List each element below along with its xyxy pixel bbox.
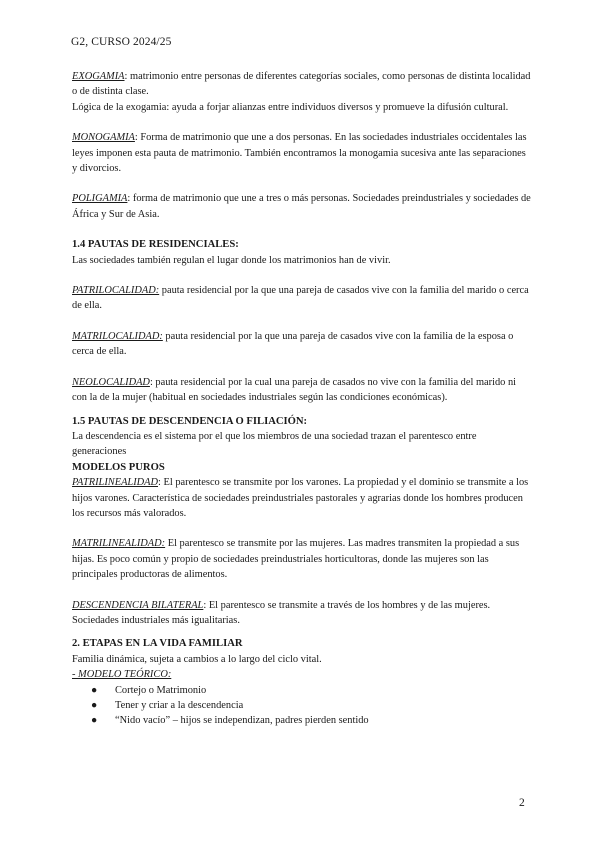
page-header: G2, CURSO 2024/25 — [71, 36, 172, 48]
residencia-heading: 1.4 PAUTAS DE RESIDENCIALES: — [72, 239, 239, 251]
document-body — [72, 69, 532, 729]
page-number: 2 — [519, 797, 525, 809]
exogamia-logic: Lógica de la exogamia: ayuda a forjar alianzas entre individuos diversos y promueve la difusión cultural. — [72, 101, 509, 113]
modelos-puros-heading: MODELOS PUROS — [72, 461, 165, 473]
exogamia-term: EXOGAMIA — [72, 71, 125, 82]
list-item: ● “Nido vacío” – hijos se independizan, padres pierden sentido — [91, 713, 532, 728]
bilateral-text: : El parentesco se transmite a través de los hombres y de las mujeres. Sociedades industriales más igualitarias. — [72, 599, 491, 626]
poligamia-text: : forma de matrimonio que une a tres o más personas. Sociedades preindustriales y sociedades de África y Sur de Asia. — [72, 193, 531, 220]
neolocalidad-term: NEOLOCALIDAD — [72, 376, 150, 388]
exogamia-text: : matrimonio entre personas de diferentes categorías sociales, como personas de distinta localidad o de distinta clase. — [72, 71, 531, 98]
bilateral-definition — [72, 598, 532, 629]
matrilinealidad-text: El parentesco se transmite por las mujeres. Las madres transmiten la propiedad a sus hijas. Es poco común y propio de sociedades preindustriales horticultoras, donde las mujeres son las principales productoras de alimentos. — [72, 538, 520, 581]
poligamia-definition — [72, 191, 532, 222]
matrilinealidad-term: MATRILINEALIDAD: — [72, 538, 166, 550]
poligamia-term: POLIGAMIA — [72, 193, 128, 205]
descendencia-heading: 1.5 PAUTAS DE DESCENDENCIA O FILIACIÓN: — [72, 415, 308, 427]
patrilinealidad-term: PATRILINEALIDAD — [72, 477, 159, 489]
patrilocalidad-text: pauta residencial por la que una pareja de casados vive con la familia del marido o cerca de ella. — [72, 285, 529, 312]
etapas-heading: 2. ETAPAS EN LA VIDA FAMILIAR — [72, 638, 243, 650]
patrilocalidad-term: PATRILOCALIDAD: — [72, 285, 160, 297]
monogamia-definition — [72, 130, 532, 176]
matrilocalidad-definition — [72, 329, 532, 360]
modelo-teorico-label: - MODELO TEÓRICO: — [72, 669, 172, 681]
patrilinealidad-definition — [72, 475, 532, 521]
bullet-icon: ● — [91, 684, 98, 696]
list-item: ● Tener y criar a la descendencia — [91, 698, 532, 713]
bilateral-term: DESCENDENCIA BILATERAL — [72, 599, 204, 611]
etapas-intro: Familia dinámica, sujeta a cambios a lo largo del ciclo vital. — [72, 653, 322, 665]
neolocalidad-definition — [72, 375, 532, 406]
matrilocalidad-term: MATRILOCALIDAD: — [72, 330, 163, 342]
patrilinealidad-text: : El parentesco se transmite por los varones. La propiedad y el dominio se transmite a los hijos varones. Característica de sociedades preindustriales pastorales y agrarias donde los hombres producen los recursos más valorados. — [72, 477, 529, 519]
matrilinealidad-definition — [72, 536, 532, 582]
monogamia-text: : Forma de matrimonio que une a dos personas. En las sociedades industriales occidentales las leyes imponen esta pauta de matrimonio. También encontramos la monogamia sucesiva ante las separaciones y divorcios. — [72, 132, 527, 175]
monogamia-term: MONOGAMIA — [72, 132, 135, 144]
residencia-intro: Las sociedades también regulan el lugar donde los matrimonios han de vivir. — [72, 254, 391, 266]
exogamia-definition — [72, 69, 532, 100]
patrilocalidad-definition — [72, 283, 532, 314]
descendencia-intro: La descendencia es el sistema por el que los miembros de una sociedad trazan el parentesco entre generaciones — [72, 430, 477, 458]
bullet-icon: ● — [91, 700, 98, 711]
list-item: ● Cortejo o Matrimonio — [91, 683, 532, 698]
etapas-list — [72, 683, 532, 729]
matrilocalidad-text: pauta residencial por la que una pareja de casados vive con la familia de la esposa o cerca de ella. — [72, 330, 514, 358]
neolocalidad-text: : pauta residencial por la cual una pareja de casados no vive con la familia del marido ni con la de la mujer (habitual en sociedades industriales según las condiciones económicas). — [72, 376, 517, 404]
bullet-icon: ● — [91, 715, 98, 727]
